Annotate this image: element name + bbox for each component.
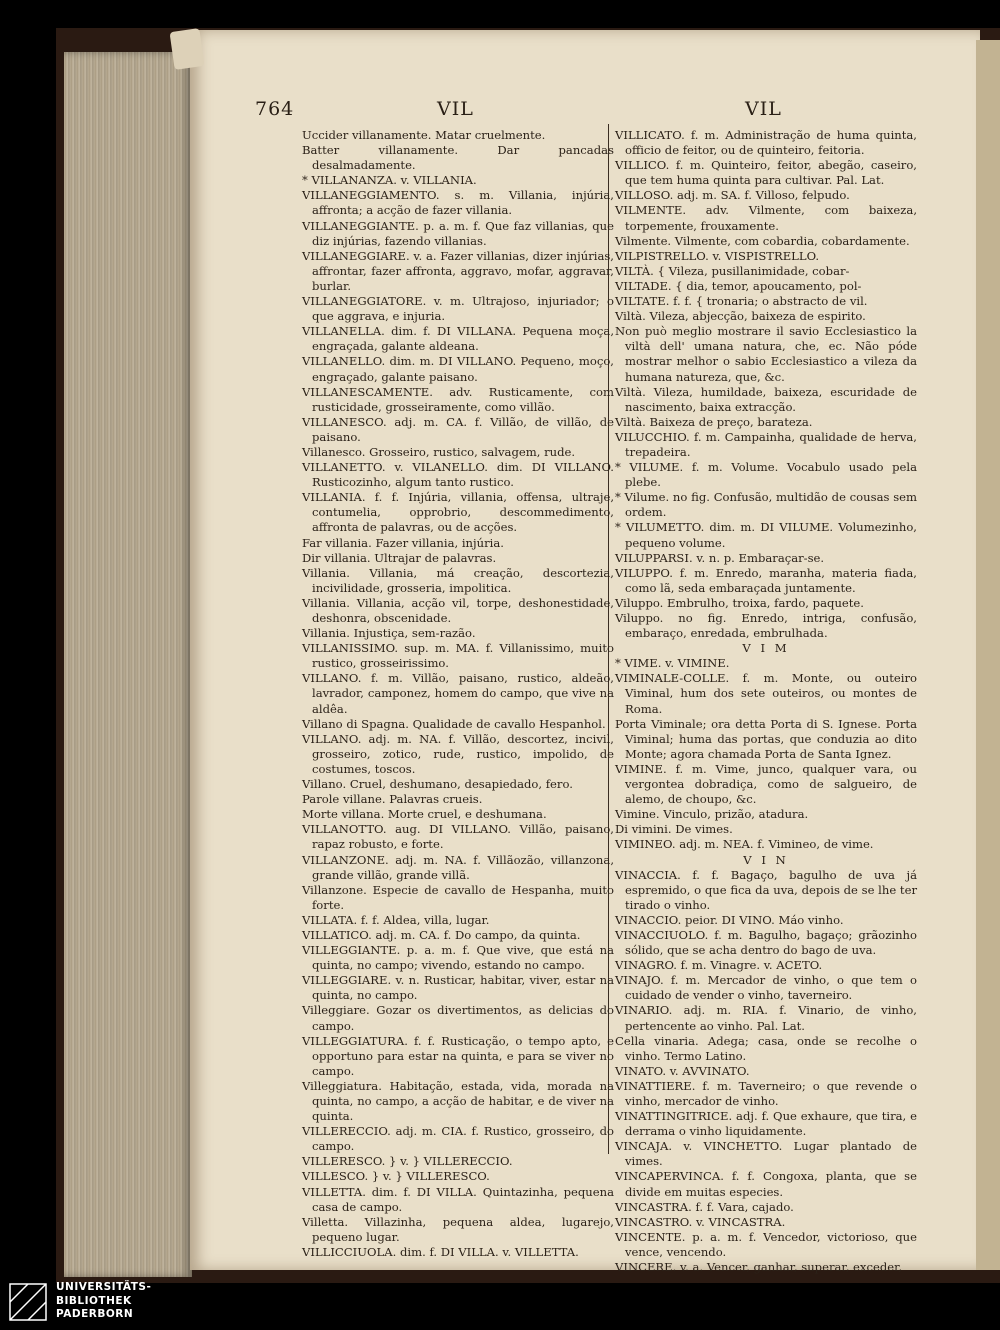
dictionary-entry: VILLANIA. f. f. Injúria, villania, offensa, ultraje, contumelia, opprobrio, descommedimento, affronta de palavras, ou de acções. bbox=[302, 490, 614, 535]
dictionary-entry: VINATTINGITRICE. adj. f. Que exhaure, que tira, e derrama o vinho liquidamente. bbox=[615, 1109, 917, 1139]
dictionary-entry: VIMINE. f. m. Vime, junco, qualquer vara, ou vergontea dobradiça, como de salgueiro, de alemo, de choupo, &c. bbox=[615, 761, 917, 807]
library-name-line2: BIBLIOTHEK bbox=[56, 1294, 132, 1307]
dictionary-entry: VINCASTRA. f. f. Vara, cajado. bbox=[615, 1199, 794, 1214]
dictionary-entry: Villania. Villania, má creação, descortezia, incivilidade, grosseria, impolitica. bbox=[302, 565, 614, 595]
dictionary-entry: * VILUME. f. m. Volume. Vocabulo usado pela plebe. bbox=[615, 460, 917, 490]
dictionary-entry: Viluppo. Embrulho, troixa, fardo, paquete. bbox=[615, 595, 864, 610]
dictionary-entry: VILLERECCIO. adj. m. CIA. f. Rustico, grosseiro, do campo. bbox=[302, 1124, 614, 1154]
dictionary-entry: Villania. Injustiça, sem-razão. bbox=[302, 626, 476, 641]
dictionary-entry: VINATTIERE. f. m. Taverneiro; o que revende o vinho, mercador de vinho. bbox=[615, 1078, 917, 1108]
dictionary-entry: VINATO. v. AVVINATO. bbox=[615, 1063, 750, 1078]
dictionary-entry: VILLEGGIANTE. p. a. m. f. Que vive, que está na quinta, no campo; vivendo, estando no campo. bbox=[302, 943, 614, 973]
dictionary-entry: VINCASTRO. v. VINCASTRA. bbox=[615, 1214, 786, 1229]
dictionary-entry: Villetta. Villazinha, pequena aldea, lugarejo, pequeno lugar. bbox=[302, 1214, 614, 1244]
dictionary-entry: Dir villania. Ultrajar de palavras. bbox=[302, 550, 497, 565]
dictionary-entry: VILLERESCO. } v. } VILLERECCIO. bbox=[302, 1154, 513, 1169]
dictionary-entry: VILLANEGGIANTE. p. a. m. f. Que faz villanias, que diz injúrias, fazendo villanias. bbox=[302, 218, 614, 248]
dictionary-entry: VILLICATO. f. m. Administração de huma quinta, officio de feitor, ou de quinteiro, feitoria. bbox=[615, 128, 917, 158]
dictionary-entry: VINACCIA. f. f. Bagaço, bagulho de uva já espremido, o que fica da uva, depois de se lhe ter tirado o vinho. bbox=[615, 867, 917, 912]
dictionary-entry: Morte villana. Morte cruel, e deshumana. bbox=[302, 807, 547, 822]
dictionary-entry: VIMINALE-COLLE. f. m. Monte, ou outeiro Viminal, hum dos sete outeiros, ou montes de Roma. bbox=[615, 671, 917, 716]
dictionary-entry: Villeggiatura. Habitação, estada, vida, morada na quinta, no campo, a acção de habitar, e de viver na quinta. bbox=[302, 1078, 614, 1124]
dictionary-entry: VILLANELLA. dim. f. DI VILLANA. Pequena moça, engraçada, galante aldeana. bbox=[302, 324, 614, 354]
dictionary-entry: VILLOSO. adj. m. SA. f. Villoso, felpudo. bbox=[615, 188, 850, 203]
right-column bbox=[615, 128, 917, 1275]
dictionary-entry: VILLICO. f. m. Quinteiro, feitor, abegão, caseiro, que tem huma quinta para cultivar. Pal. Lat. bbox=[615, 158, 917, 188]
dictionary-entry: Batter villanamente. Dar pancadas desalmadamente. bbox=[302, 143, 614, 173]
dictionary-entry: VILLANEGGIATORE. v. m. Ultrajoso, injuriador; o que aggrava, e injuria. bbox=[302, 294, 614, 324]
dictionary-entry: VILUCCHIO. f. m. Campainha, qualidade de herva, trepadeira. bbox=[615, 429, 917, 459]
dictionary-entry: Vilmente. Vilmente, com cobardia, cobardamente. bbox=[615, 233, 910, 248]
dictionary-entry: VILLANO. f. m. Villão, paisano, rustico, aldeão, lavrador, camponez, homem do campo, que vive na aldêa. bbox=[302, 671, 614, 716]
section-heading: V I M bbox=[742, 641, 790, 656]
dictionary-entry: VILLICCIUOLA. dim. f. DI VILLA. v. VILLETTA. bbox=[302, 1244, 579, 1259]
dictionary-entry: VILLANISSIMO. sup. m. MA. f. Villanissimo, muito rustico, grosseirissimo. bbox=[302, 641, 614, 671]
facing-page-edge bbox=[976, 40, 1000, 1270]
left-column bbox=[302, 128, 614, 1260]
dictionary-entry: Vimine. Vinculo, prizão, atadura. bbox=[615, 807, 809, 822]
dictionary-entry: * Vilume. no fig. Confusão, multidão de cousas sem ordem. bbox=[615, 490, 917, 520]
right-guide-word: VIL bbox=[745, 98, 782, 120]
dictionary-entry: Villanzone. Especie de cavallo de Hespanha, muito forte. bbox=[302, 882, 614, 912]
dictionary-entry: VILLATICO. adj. m. CA. f. Do campo, da quinta. bbox=[302, 927, 581, 942]
dictionary-entry: VILLANO. adj. m. NA. f. Villão, descortez, incivil, grosseiro, zotico, rude, rustico, impolido, de costumes, toscos. bbox=[302, 731, 614, 776]
library-logo bbox=[8, 1278, 208, 1324]
dictionary-entry: * VILLANANZA. v. VILLANIA. bbox=[302, 173, 477, 188]
dictionary-entry: VILLANESCAMENTE. adv. Rusticamente, com rusticidade, grosseiramente, como villão. bbox=[302, 384, 614, 414]
library-emblem-icon bbox=[8, 1282, 48, 1322]
dictionary-entry: VINCENTE. p. a. m. f. Vencedor, victorioso, que vence, vencendo. bbox=[615, 1229, 917, 1259]
dictionary-entry: VILLETTA. dim. f. DI VILLA. Quintazinha, pequena casa de campo. bbox=[302, 1184, 614, 1214]
section-heading: V I N bbox=[743, 852, 789, 867]
dictionary-entry: VILUPPO. f. m. Enredo, maranha, materia fiada, como lã, seda embaraçada juntamente. bbox=[615, 565, 917, 595]
dictionary-entry: Viltà. Vileza, humildade, baixeza, escuridade de nascimento, baixa extracção. bbox=[615, 384, 917, 414]
page-block-edge bbox=[64, 52, 192, 1277]
dictionary-entry: Villano di Spagna. Qualidade de cavallo Hespanhol. bbox=[302, 716, 606, 731]
dictionary-entry: Viluppo. no fig. Enredo, intriga, confusão, embaraço, enredada, embrulhada. bbox=[615, 611, 917, 641]
dictionary-entry: Di vimini. De vimes. bbox=[615, 822, 733, 837]
dictionary-entry: VILLANOTTO. aug. DI VILLANO. Villão, paisano, rapaz robusto, e forte. bbox=[302, 822, 614, 852]
dictionary-entry: VINARIO. adj. m. RIA. f. Vinario, de vinho, pertencente ao vinho. Pal. Lat. bbox=[615, 1003, 917, 1033]
dictionary-entry: VILLEGGIATURA. f. f. Rusticação, o tempo apto, e opportuno para estar na quinta, e para se viver no campo. bbox=[302, 1033, 614, 1078]
dictionary-entry: VINCERE. v. a. Vencer, ganhar, superar, exceder, bbox=[615, 1260, 903, 1275]
dictionary-entry: VILLATA. f. f. Aldea, villa, lugar. bbox=[302, 912, 490, 927]
dictionary-entry: VILTATE. f. f. { tronaria; o abstracto de vil. bbox=[615, 294, 868, 309]
dictionary-entry: Villania. Villania, acção vil, torpe, deshonestidade, deshonra, obscenidade. bbox=[302, 595, 614, 625]
dictionary-entry: Non può meglio mostrare il savio Ecclesiastico la viltà dell' umana natura, che, ec. Não póde mostrar melhor o sabio Ecclesiastico a vileza da humana natureza, que, &c. bbox=[615, 324, 917, 384]
dictionary-entry: VILMENTE. adv. Vilmente, com baixeza, torpemente, frouxamente. bbox=[615, 203, 917, 233]
dictionary-entry: Porta Viminale; ora detta Porta di S. Ignese. Porta Viminal; huma das portas, que conduzia ao dito Monte; agora chamada Porta de Santa Ignez. bbox=[615, 716, 917, 761]
dictionary-entry: Villano. Cruel, deshumano, desapiedado, fero. bbox=[302, 777, 573, 792]
dictionary-entry: * VILUMETTO. dim. m. DI VILUME. Volumezinho, pequeno volume. bbox=[615, 520, 917, 550]
dictionary-entry: VILPISTRELLO. v. VISPISTRELLO. bbox=[615, 248, 820, 263]
dictionary-entry: * VIME. v. VIMINE. bbox=[615, 656, 730, 671]
dictionary-entry: VILLESCO. } v. } VILLERESCO. bbox=[302, 1169, 490, 1184]
dictionary-entry: Far villania. Fazer villania, injúria. bbox=[302, 535, 504, 550]
dictionary-entry: VILTADE. { dia, temor, apoucamento, pol- bbox=[615, 278, 862, 293]
dictionary-entry: VINAJO. f. m. Mercador de vinho, o que tem o cuidado de vender o vinho, taverneiro. bbox=[615, 973, 917, 1003]
dictionary-entry: VINAGRO. f. m. Vinagre. v. ACETO. bbox=[615, 958, 823, 973]
dictionary-entry: Villeggiare. Gozar os divertimentos, as delicias do campo. bbox=[302, 1003, 614, 1033]
dictionary-entry: VINCAJA. v. VINCHETTO. Lugar plantado de vimes. bbox=[615, 1139, 917, 1169]
dictionary-entry: VILLANEGGIARE. v. a. Fazer villanias, dizer injúrias, affrontar, fazer affronta, aggravo, mofar, aggravar, burlar. bbox=[302, 248, 614, 293]
dictionary-entry: VILLANESCO. adj. m. CA. f. Villão, de villão, de paisano. bbox=[302, 414, 614, 444]
dictionary-entry: VIMINEO. adj. m. NEA. f. Vimineo, de vime. bbox=[615, 837, 874, 852]
page-number: 764 bbox=[255, 98, 295, 120]
dictionary-entry: VINACCIO. peior. DI VINO. Máo vinho. bbox=[615, 912, 844, 927]
dictionary-entry: Viltà. Vileza, abjecção, baixeza de espirito. bbox=[615, 309, 866, 324]
dictionary-entry: Viltà. Baixeza de preço, barateza. bbox=[615, 414, 813, 429]
dictionary-entry: VILLANELLO. dim. m. DI VILLANO. Pequeno, moço, engraçado, galante paisano. bbox=[302, 354, 614, 384]
dictionary-entry: VINACCIUOLO. f. m. Bagulho, bagaço; grãozinho sólido, que se acha dentro do bago de uva. bbox=[615, 927, 917, 958]
dictionary-entry: VILUPPARSI. v. n. p. Embaraçar-se. bbox=[615, 550, 825, 565]
dictionary-entry: VILLEGGIARE. v. n. Rusticar, habitar, viver, estar na quinta, no campo. bbox=[302, 973, 614, 1003]
page-tab bbox=[170, 28, 205, 70]
library-name-line1: UNIVERSITÄTS- bbox=[56, 1281, 152, 1293]
dictionary-entry: Uccider villanamente. Matar cruelmente. bbox=[302, 128, 546, 142]
dictionary-entry: Cella vinaria. Adega; casa, onde se recolhe o vinho. Termo Latino. bbox=[615, 1033, 917, 1063]
dictionary-entry: VILTÀ. { Vileza, pusillanimidade, cobar- bbox=[615, 263, 850, 278]
dictionary-entry: Parole villane. Palavras crueis. bbox=[302, 792, 483, 807]
left-guide-word: VIL bbox=[437, 98, 474, 120]
dictionary-entry: VILLANZONE. adj. m. NA. f. Villãozão, villanzona, grande villão, grande villã. bbox=[302, 852, 614, 882]
library-name-line3: PADERBORN bbox=[56, 1308, 134, 1320]
dictionary-entry: VILLANEGGIAMENTO. s. m. Villania, injúria, affronta; a acção de fazer villania. bbox=[302, 188, 614, 218]
dictionary-entry: VINCAPERVINCA. f. f. Congoxa, planta, que se divide em muitas especies. bbox=[615, 1169, 917, 1199]
dictionary-entry: VILLANETTO. v. VILANELLO. dim. DI VILLANO. Rusticozinho, algum tanto rustico. bbox=[302, 460, 614, 490]
dictionary-entry: Villanesco. Grosseiro, rustico, salvagem, rude. bbox=[302, 444, 576, 459]
